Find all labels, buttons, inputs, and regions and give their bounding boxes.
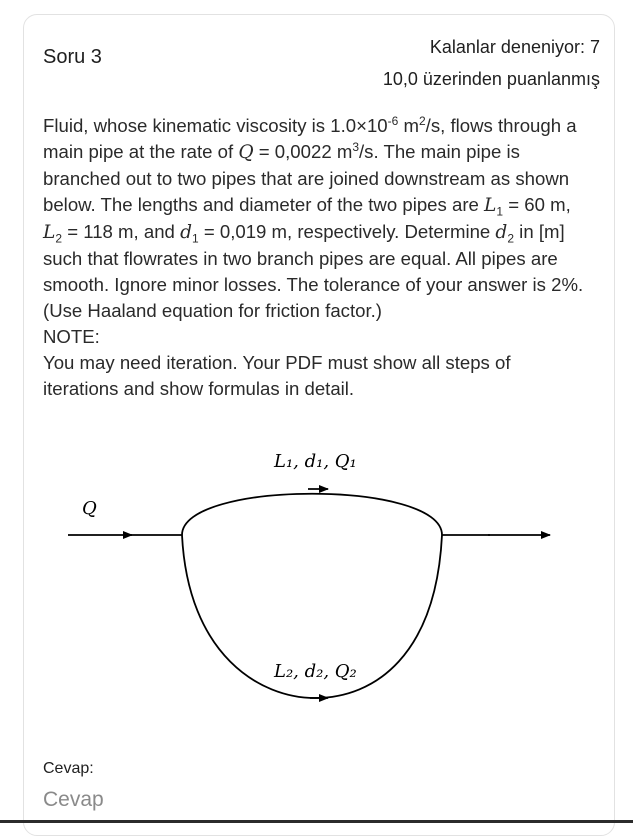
answer-input[interactable] xyxy=(43,785,583,815)
grade-info: 10,0 üzerinden puanlanmış xyxy=(382,69,600,89)
question-text xyxy=(43,113,588,402)
label-branch-1: L₁, d₁, Q₁ xyxy=(274,451,357,472)
note-heading: NOTE: xyxy=(43,326,100,347)
question-meta xyxy=(383,31,600,95)
label-q: Q xyxy=(82,498,97,519)
note-text: You may need iteration. Your PDF must show all steps of iterations and show formulas in detail. xyxy=(43,352,511,399)
question-paragraph: Fluid, whose kinematic viscosity is $1.0\times 10^{-6}$ $m^2/s$, flows through a main pipe at the rate of Q = 0,0022 $m^3/s$. The main pipe is branched out to two pipes that are joined downstream as shown below. The lengths and diameter of the two pipes are $L_1 = 60$ m, $L_2 = 118$ m, and $d_1 = 0,019$ m, respectively. Determine $d_2$ in [m] such that flowrates in two branch pipes are equal. All pipes are smooth. Ignore minor losses. The tolerance of your answer is 2%. (Use Haaland equation for friction factor.) xyxy=(43,113,584,321)
label-branch-2: L₂, d₂, Q₂ xyxy=(274,661,357,682)
question-title: Soru 3 xyxy=(43,46,102,68)
branch-pipe-1 xyxy=(182,494,442,535)
pipe-network-diagram xyxy=(60,440,560,715)
attempts-remaining: Kalanlar deneniyor: 7 xyxy=(429,37,600,57)
answer-label: Cevap: xyxy=(43,760,94,777)
